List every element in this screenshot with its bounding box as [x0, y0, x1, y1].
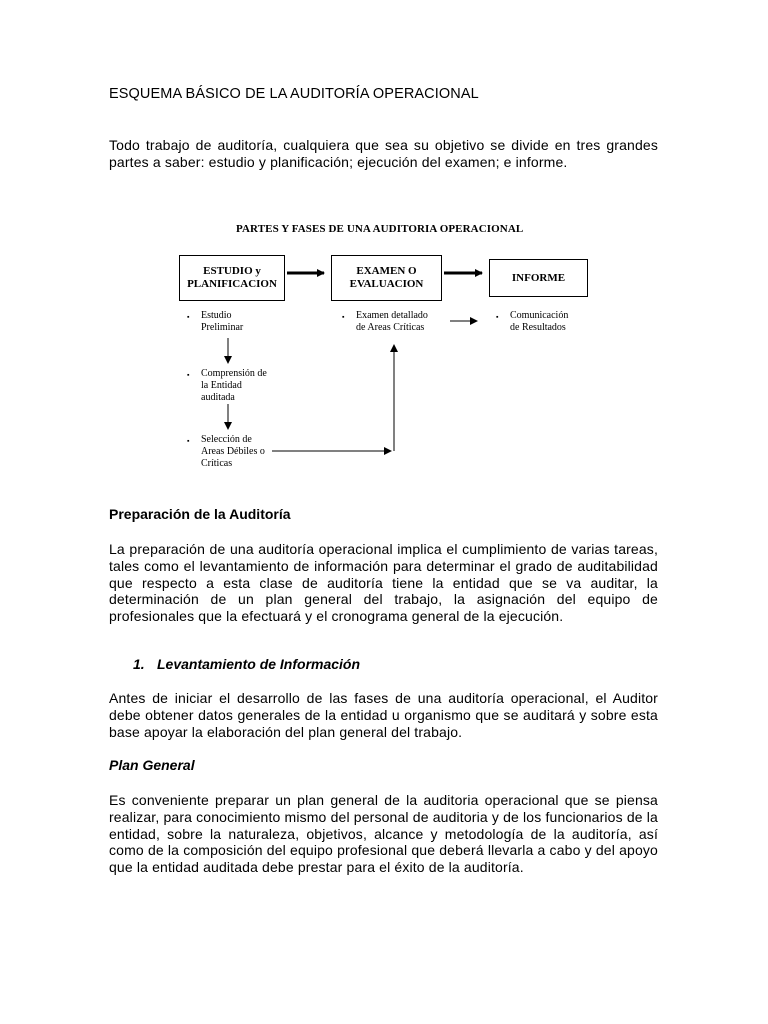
heading-text: Levantamiento de Información — [157, 656, 361, 672]
bullet-text: Estudio — [201, 310, 232, 321]
box-examen-line1: EXAMEN O — [356, 265, 417, 277]
bullet-seleccion-areas — [187, 434, 265, 470]
paragraph-levantamiento: Antes de iniciar el desarrollo de las fases de una auditoría operacional, el Auditor debe obtener datos generales de la entidad u organismo que se auditará y sobre esta base apoyar la elaboración del plan general del trabajo. — [109, 690, 658, 740]
heading-number: 1. — [133, 656, 145, 672]
bullet-examen-detallado — [342, 310, 428, 334]
bullet-text: Comprensión de — [201, 368, 267, 379]
bullet-text: de Areas Críticas — [356, 322, 425, 333]
bullet-text: Comunicación — [510, 310, 569, 321]
box-estudio-planificacion — [179, 255, 285, 301]
heading-preparacion: Preparación de la Auditoría — [109, 506, 291, 522]
bullet-marker: ▪ — [342, 313, 345, 321]
document-title: ESQUEMA BÁSICO DE LA AUDITORÍA OPERACIONAL — [109, 86, 479, 102]
box-informe — [489, 259, 588, 297]
diagram-title: PARTES Y FASES DE UNA AUDITORIA OPERACIONAL — [236, 223, 524, 235]
box-examen-evaluacion — [331, 255, 442, 301]
bullet-text: de Resultados — [510, 322, 566, 333]
bullet-estudio-preliminar — [187, 310, 244, 334]
box-examen-line2: EVALUACION — [349, 278, 424, 290]
bullet-text: la Entidad — [201, 380, 242, 391]
bullet-text: Selección de — [201, 434, 252, 445]
bullet-text: Examen detallado — [356, 310, 428, 321]
bullet-marker: ▪ — [496, 313, 499, 321]
bullet-comunicacion-resultados — [496, 310, 569, 334]
bullet-text: Areas Débiles o — [201, 446, 265, 457]
bullet-marker: ▪ — [187, 371, 190, 379]
box-estudio-line2: PLANIFICACION — [187, 278, 277, 290]
heading-plan-general: Plan General — [109, 757, 195, 773]
paragraph-preparacion: La preparación de una auditoría operacional implica el cumplimiento de varias tareas, tales como el levantamiento de información para determinar el grado de auditabilidad que respecto a esta clase de auditoría tiene la entidad que se va auditar, la determinación de un plan general del trabajo, la asignación del equipo de profesionales que la efectuará y el cronograma general de la ejecución. — [109, 541, 658, 625]
bullet-text: Preliminar — [201, 322, 244, 333]
box-estudio-line1: ESTUDIO y — [203, 265, 261, 277]
bullet-marker: ▪ — [187, 313, 190, 321]
bullet-comprension-entidad — [187, 368, 267, 404]
box-informe-label: INFORME — [511, 271, 566, 284]
paragraph-plan-general: Es conveniente preparar un plan general de la auditoria operacional que se piensa realizar, para conocimiento mismo del personal de auditoria y de los funcionarios de la entidad, sobre la naturaleza, objetivos, alcance y metodología de la auditoría, así como de la composición del equipo profesional que deberá llevarla a cabo y del apoyo que la entidad auditada debe prestar para el éxito de la auditoría. — [109, 792, 658, 876]
bullet-text: auditada — [201, 392, 235, 403]
heading-levantamiento — [133, 656, 360, 672]
bullet-marker: ▪ — [187, 437, 190, 445]
intro-paragraph: Todo trabajo de auditoría, cualquiera que sea su objetivo se divide en tres grandes partes a saber: estudio y planificación; ejecución del examen; e informe. — [109, 137, 658, 170]
bullet-text: Críticas — [201, 458, 233, 469]
